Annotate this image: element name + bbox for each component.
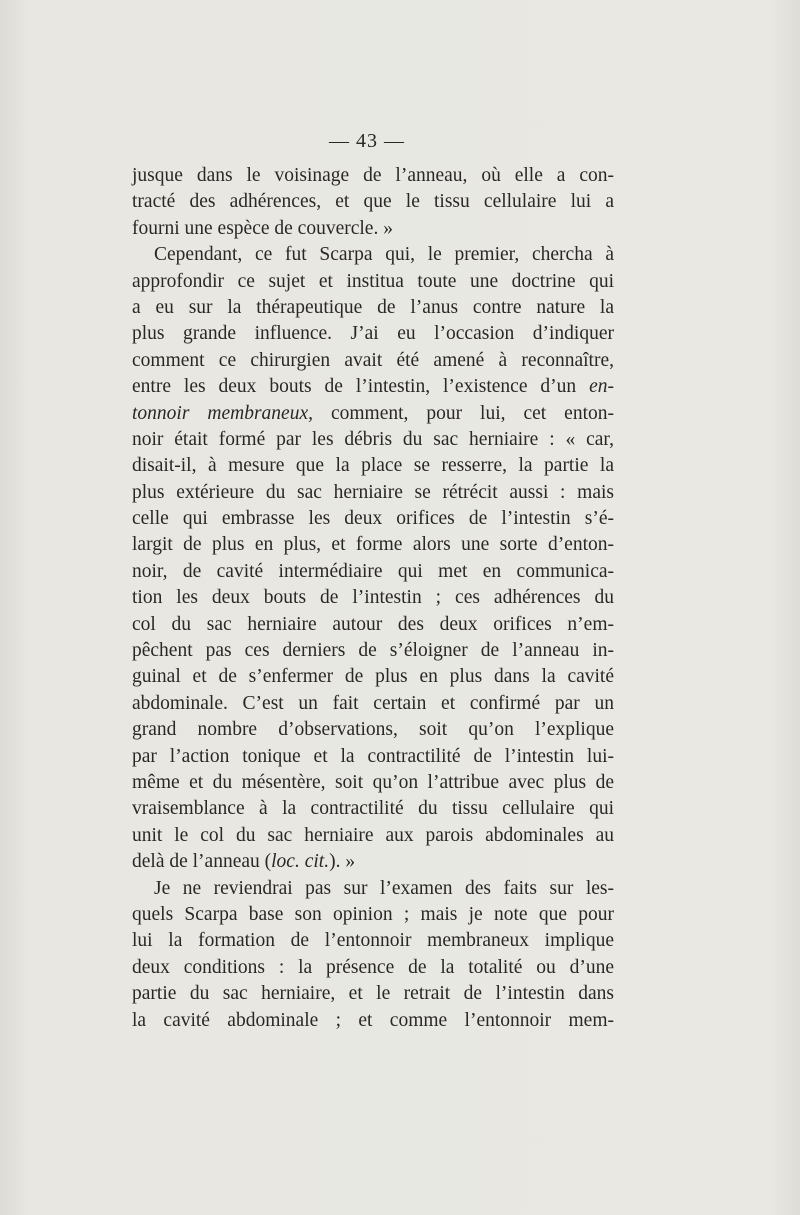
line-text: col du sac herniaire autour des deux orifices n’em- <box>132 613 614 635</box>
text-line <box>132 269 614 295</box>
line-text: la cavité abdominale ; et comme l’entonnoir mem- <box>132 1009 614 1031</box>
text-line <box>132 427 614 453</box>
text-line <box>132 1008 614 1034</box>
italic-text: en- <box>589 376 614 398</box>
text-line <box>132 902 614 928</box>
text-line <box>132 506 614 532</box>
body-text <box>132 163 614 1034</box>
line-text: grand nombre d’observations, soit qu’on l’explique <box>132 719 614 741</box>
line-text: Je ne reviendrai pas sur l’examen des faits sur les- <box>154 877 614 899</box>
line-text: quels Scarpa base son opinion ; mais je note que pour <box>132 903 614 925</box>
text-line <box>132 981 614 1007</box>
text-line <box>132 876 614 902</box>
text-line <box>132 401 614 427</box>
line-text: vraisemblance à la contractilité du tissu cellulaire qui <box>132 798 614 820</box>
text-line <box>132 374 614 400</box>
text-line <box>132 717 614 743</box>
line-text: largit de plus en plus, et forme alors une sorte d’enton- <box>132 534 614 556</box>
line-text: par l’action tonique et la contractilité de l’intestin lui- <box>132 745 614 767</box>
line-text: fourni une espèce de couvercle. » <box>132 217 393 239</box>
line-text: a eu sur la thérapeutique de l’anus contre nature la <box>132 296 614 318</box>
page-number: — 43 — <box>329 130 405 152</box>
line-text: même et du mésentère, soit qu’on l’attribue avec plus de <box>132 771 614 793</box>
line-text: partie du sac herniaire, et le retrait de l’intestin dans <box>132 983 614 1005</box>
text-line <box>132 823 614 849</box>
line-text: approfondir ce sujet et institua toute une doctrine qui <box>132 270 614 292</box>
line-text: disait-il, à mesure que la place se resserre, la partie la <box>132 455 614 477</box>
line-text: comment ce chirurgien avait été amené à reconnaître, <box>132 349 614 371</box>
italic-text: tonnoir membraneux, <box>132 402 313 424</box>
italic-text: loc. cit. <box>271 851 330 873</box>
line-text: plus extérieure du sac herniaire se rétrécit aussi : mais <box>132 481 614 503</box>
text-line <box>132 796 614 822</box>
line-text: guinal et de s’enfermer de plus en plus dans la cavité <box>132 666 614 688</box>
text-line <box>132 480 614 506</box>
text-line <box>132 295 614 321</box>
text-line <box>132 348 614 374</box>
text-line <box>132 664 614 690</box>
text-line <box>132 321 614 347</box>
line-text: entre les deux bouts de l’intestin, l’existence d’un <box>132 376 590 398</box>
text-line <box>132 955 614 981</box>
line-text: delà de l’anneau ( <box>132 851 272 873</box>
text-line <box>132 216 614 242</box>
line-text: noir était formé par les débris du sac herniaire : « car, <box>132 428 614 450</box>
line-text: unit le col du sac herniaire aux parois abdominales au <box>132 824 614 846</box>
line-text: deux conditions : la présence de la totalité ou d’une <box>132 956 614 978</box>
line-text: jusque dans le voisinage de l’anneau, où elle a con- <box>132 165 614 186</box>
text-line <box>132 242 614 268</box>
text-line <box>132 638 614 664</box>
line-text: ). » <box>329 851 356 873</box>
text-line <box>132 163 614 189</box>
line-text: noir, de cavité intermédiaire qui met en communica- <box>132 560 614 582</box>
text-line <box>132 691 614 717</box>
line-text: pêchent pas ces derniers de s’éloigner de l’anneau in- <box>132 640 614 662</box>
line-text: tion les deux bouts de l’intestin ; ces adhérences du <box>132 587 614 609</box>
text-line <box>132 612 614 638</box>
line-text: abdominale. C’est un fait certain et confirmé par un <box>132 692 614 714</box>
line-text: comment, pour lui, cet enton- <box>312 402 614 424</box>
text-line <box>132 928 614 954</box>
text-line <box>132 559 614 585</box>
text-line <box>132 532 614 558</box>
text-line <box>132 744 614 770</box>
line-text: celle qui embrasse les deux orifices de l’intestin s’é- <box>132 508 614 530</box>
line-text: plus grande influence. J’ai eu l’occasion d’indiquer <box>132 323 614 345</box>
line-text: tracté des adhérences, et que le tissu cellulaire lui a <box>132 191 614 213</box>
text-line <box>132 585 614 611</box>
text-line <box>132 849 614 875</box>
line-text: lui la formation de l’entonnoir membraneux implique <box>132 930 614 952</box>
text-line <box>132 189 614 215</box>
text-line <box>132 453 614 479</box>
line-text: Cependant, ce fut Scarpa qui, le premier, chercha à <box>154 244 614 266</box>
text-line <box>132 770 614 796</box>
